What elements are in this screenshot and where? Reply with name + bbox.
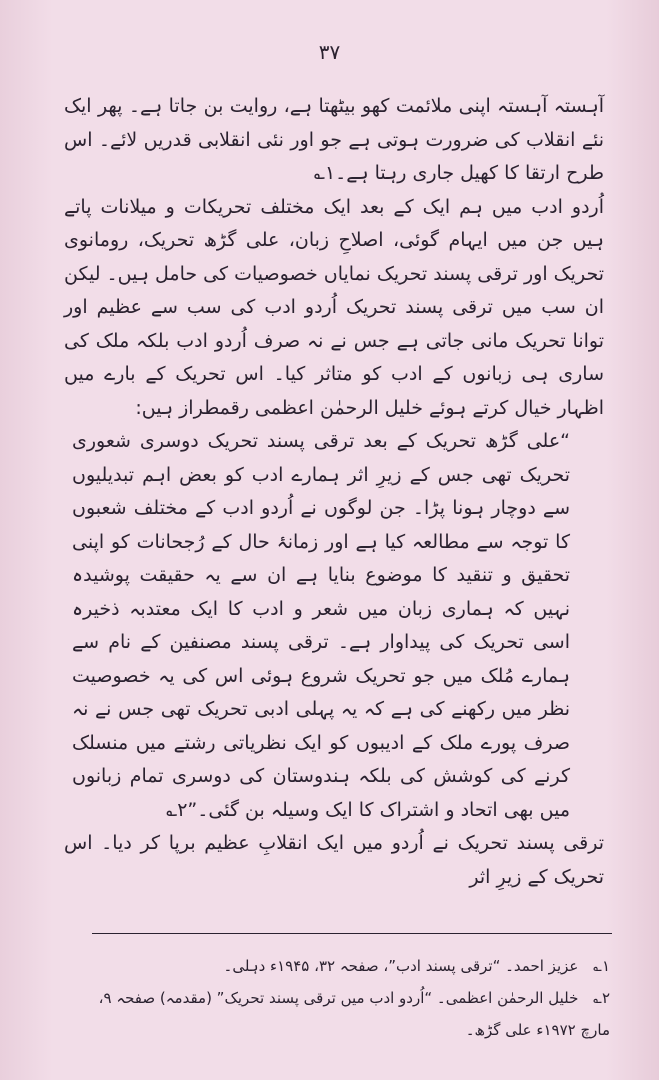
footnote-divider <box>92 933 612 934</box>
footnote-1-text: عزیز احمد۔ “ترقی پسند ادب”، صفحہ ۳۲، ۱۹۴۵ء دہلی۔ <box>223 957 579 975</box>
block-quote: “علی گڑھ تحریک کے بعد ترقی پسند تحریک دوسری شعوری تحریک تھی جس کے زیرِ اثر ہمارے ادب کو بعض اہم تبدیلیوں سے دوچار ہونا پڑا۔ جن لوگوں نے اُردو ادب کے مختلف شعبوں کا توجہ سے مطالعہ کیا ہے اور زمانۂ حال کے رُجحانات کو اپنی تحقیق و تنقید کا موضوع بنایا ہے ان سے یہ حقیقت پوشیدہ نہیں کہ ہماری زبان میں شعر و ادب کا ایک معتدبہ ذخیرہ اسی تحریک کی پیداوار ہے۔ ترقی پسند مصنفین کے نام سے ہمارے مُلک میں جو تحریک شروع ہوئی اس کی یہ خصوصیت نظر میں رکھنے کی ہے کہ یہ پہلی ادبی تحریک تھی جس نے نہ صرف پورے ملک کے ادیبوں کو ایک نظریاتی رشتے میں منسلک کرنے کی کوشش کی بلکہ ہندوستان کی دوسری تمام زبانوں میں بھی اتحاد و اشتراک کا ایک وسیلہ بن گئی۔”۲؎ <box>72 430 570 821</box>
page-number: ۳۷ <box>318 40 341 64</box>
footnote-2-text: خلیل الرحمٰن اعظمی۔ “اُردو ادب میں ترقی پسند تحریک” (مقدمہ) صفحہ ۹، مارچ ۱۹۷۲ء علی گڑھ۔ <box>98 989 610 1039</box>
body-text <box>64 90 604 894</box>
paragraph-1: آہستہ آہستہ اپنی ملائمت کھو بیٹھتا ہے، روایت بن جاتا ہے۔ پھر ایک نئے انقلاب کی ضرورت ہوتی ہے جو اور نئی انقلابی قدریں لائے۔ اس طرح ارتقا کا کھیل جاری رہتا ہے۔۱؎ <box>64 95 604 184</box>
footnote-2-mark: ۲؎ <box>593 989 610 1007</box>
footnote-2 <box>70 982 610 1046</box>
paragraph-2: اُردو ادب میں ہم ایک کے بعد ایک مختلف تحریکات و میلانات پاتے ہیں جن میں ایہام گوئی، اصلاحِ زبان، علی گڑھ تحریک، رومانوی تحریک اور ترقی پسند تحریک نمایاں خصوصیات کی حامل ہیں۔ لیکن ان سب میں ترقی پسند تحریک اُردو ادب کی سب سے عظیم اور توانا تحریک مانی جاتی ہے جس نے نہ صرف اُردو ادب بلکہ ملک کی ساری ہی زبانوں کے ادب کو متاثر کیا۔ اس تحریک کے بارے میں اظہار خیال کرتے ہوئے خلیل الرحمٰن اعظمی رقمطراز ہیں: <box>64 195 604 419</box>
paragraph-3: ترقی پسند تحریک نے اُردو میں ایک انقلابِ عظیم برپا کر دیا۔ اس تحریک کے زیرِ اثر <box>64 832 604 888</box>
footnote-1-mark: ۱؎ <box>593 957 610 975</box>
footnote-1 <box>70 950 610 982</box>
footnotes <box>70 950 610 1046</box>
